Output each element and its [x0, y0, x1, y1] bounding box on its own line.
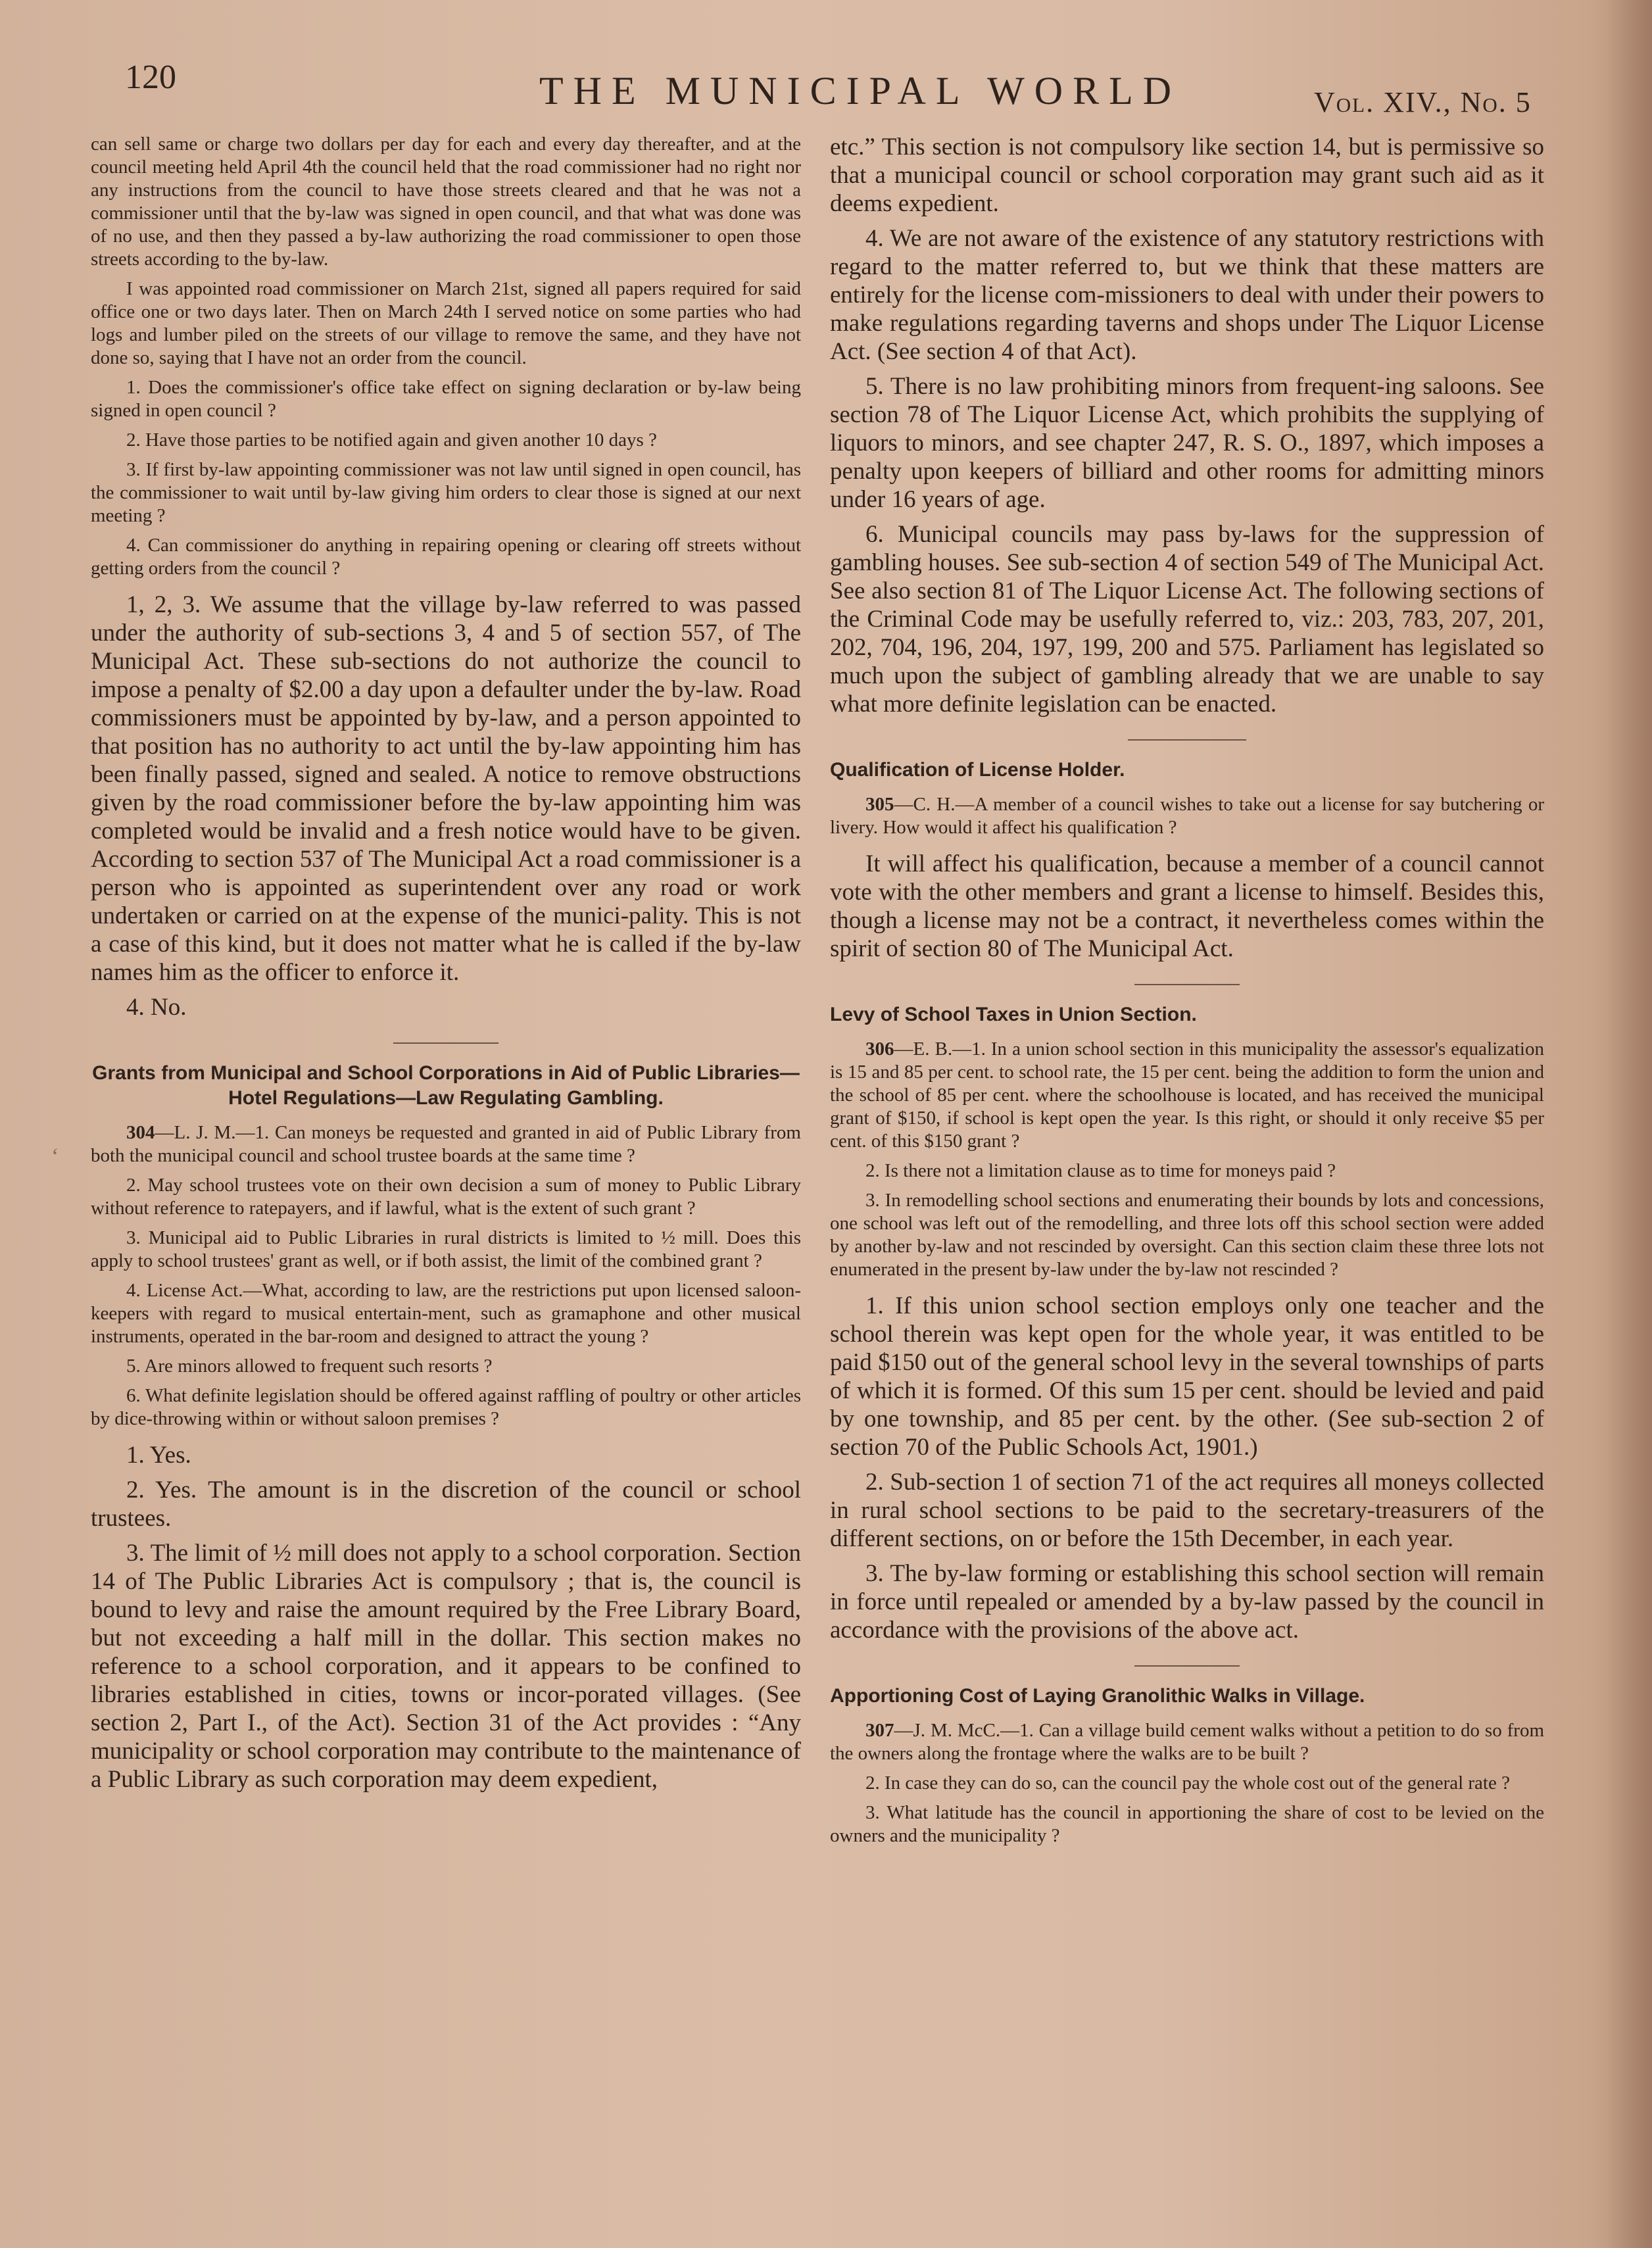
- section-heading: Levy of School Taxes in Union Section.: [830, 1004, 1197, 1025]
- right-column: [830, 133, 1544, 1847]
- question-paragraph: 2. Have those parties to be notified again and given another 10 days ?: [126, 429, 657, 451]
- query-paragraph: 3. Municipal aid to Public Libraries in rural districts is limited to ½ mill. Does this apply to school trustees' grant as well, or if both assist, the limit of the combined grant ?: [91, 1227, 801, 1271]
- answer-paragraph: It will affect his qualification, because a member of a council cannot vote with the other members and grant a license to himself. Besides this, though a license may not be a contract, it nevertheless comes within the spirit of section 80 of The Municipal Act.: [830, 850, 1544, 962]
- query-paragraph: [830, 793, 1544, 839]
- answer-paragraph: 4. No.: [126, 994, 187, 1021]
- query-number: 305: [865, 794, 894, 815]
- section-divider: [1134, 1665, 1240, 1667]
- running-header: [0, 0, 1652, 132]
- reply-paragraph: 2. Yes. The amount is in the discretion of the council or school trustees.: [91, 1477, 801, 1532]
- query-text: —E. B.—1. In a union school section in this municipality the assessor's equalization is 15 and 85 per cent. to school rate, the 15 per cent. being the addition to form the union and the school of 85 per cent. where the schoolhouse is located, and has received the municipal grant of $150, if school is kept open the year. Is this right, or should it only receive $5 per cent. of this $150 grant ?: [830, 1038, 1544, 1152]
- query-paragraph: [91, 1121, 801, 1167]
- question-paragraph: 1. Does the commissioner's office take effect on signing declaration or by-law being signed in open council ?: [91, 377, 801, 421]
- answer-paragraph: 1. If this union school section employs only one teacher and the school therein was kept open for the whole year, it was entitled to be paid $150 out of the general school levy in the several townships of parts of which it is formed. Of this sum 15 per cent. should be levied and paid by one township, and 85 per cent. by the other. (See sub-section 2 of section 70 of the Public Schools Act, 1901.): [830, 1292, 1544, 1461]
- section-divider: [1134, 984, 1240, 985]
- query-paragraph: 2. In case they can do so, can the council pay the whole cost out of the general rate ?: [865, 1772, 1510, 1794]
- margin-mark: ‘: [51, 1144, 59, 1169]
- query-paragraph: 6. What definite legislation should be offered against raffling of poultry or other articles by dice-throwing within or without saloon premises ?: [91, 1385, 801, 1429]
- query-paragraph: 2. Is there not a limitation clause as to time for moneys paid ?: [865, 1160, 1336, 1181]
- query-paragraph: 4. License Act.—What, according to law, are the restrictions put upon licensed saloon-keepers with regard to musical entertain-ment, such as gramaphone and other musical instruments, operated in the bar-room and designed to attract the young ?: [91, 1280, 801, 1347]
- answer-paragraph: 3. The by-law forming or establishing this school section will remain in force until repealed or amended by a by-law passed by the council in accordance with the provisions of the above act.: [830, 1560, 1544, 1644]
- query-number: 306: [865, 1038, 894, 1060]
- query-number: 307: [865, 1720, 894, 1741]
- answer-paragraph: 2. Sub-section 1 of section 71 of the act requires all moneys collected in rural school sections to be paid to the secretary-treasurers of the different sections, on or before the 15th December, in each year.: [830, 1469, 1544, 1552]
- section-heading: Grants from Municipal and School Corporations in Aid of Public Libraries—Hotel Regulations—Law Regulating Gambling.: [92, 1062, 800, 1109]
- reply-paragraph: 1. Yes.: [126, 1442, 191, 1469]
- query-number: 304: [126, 1122, 155, 1143]
- answer-paragraph: 4. We are not aware of the existence of any statutory restrictions with regard to the matter referred to, but we think that these matters are entirely for the license com-missioners to deal with under their powers to make regulations regarding taverns and shops under The Liquor License Act. (See section 4 of that Act).: [830, 225, 1544, 365]
- reply-paragraph: 3. The limit of ½ mill does not apply to a school corporation. Section 14 of The Public Libraries Act is compulsory ; that is, the council is bound to levy and raise the amount required by the Free Library Board, but not exceeding a half mill in the dollar. This section makes no reference to a school corporation, and it appears to be confined to libraries established in cities, towns or incor-porated villages. (See section 2, Part I., of the Act). Section 31 of the Act provides : “Any municipality or school corporation may contribute to the maintenance of a Public Library as such corporation may deem expedient,: [91, 1540, 801, 1793]
- answer-paragraph: 1, 2, 3. We assume that the village by-law referred to was passed under the authority of sub-sections 3, 4 and 5 of section 557, of The Municipal Act. These sub-sections do not authorize the council to impose a penalty of $2.00 a day upon a defaulter under the by-law. Road commissioners must be appointed by by-law, and a person appointed to that position has no authority to act until the by-law appointing him has been finally passed, signed and sealed. A notice to remove obstructions given by the road commissioner before the by-law appointing him was completed would be invalid and a fresh notice would have to be given. According to section 537 of The Municipal Act a road commissioner is a person who is appointed as superintendent over any road or work undertaken or carried on at the expense of the munici-pality. This is not a case of this kind, but it does not matter what he is called if the by-law names him as the officer to enforce it.: [91, 591, 801, 986]
- section-heading: Apportioning Cost of Laying Granolithic Walks in Village.: [830, 1685, 1365, 1707]
- left-column: [91, 133, 801, 1794]
- query-text: —C. H.—A member of a council wishes to take out a license for say butchering or livery. How would it affect his qualification ?: [830, 794, 1544, 838]
- query-text: —J. M. McC.—1. Can a village build cement walks without a petition to do so from the owners along the frontage where the walks are to be built ?: [830, 1720, 1544, 1764]
- question-paragraph: 4. Can commissioner do anything in repairing opening or clearing off streets without getting orders from the council ?: [91, 535, 801, 579]
- letter-paragraph: can sell same or charge two dollars per day for each and every day thereafter, and at the council meeting held April 4th the council held that the road commissioner had no right nor any instructions from the council to have those streets cleared and that he was not a commissioner until that the by-law was signed in open council, and that what was done was of no use, and then they passed a by-law authorizing the road commissioner to open those streets according to the by-law.: [91, 134, 801, 270]
- page-edge-shadow: [1606, 0, 1652, 2248]
- page-number: 120: [125, 59, 176, 96]
- query-text: —L. J. M.—1. Can moneys be requested and granted in aid of Public Library from both the municipal council and school trustee boards at the same time ?: [91, 1122, 801, 1166]
- question-paragraph: 3. If first by-law appointing commissioner was not law until signed in open council, has the commissioner to wait until by-law giving him orders to clear those is signed at our next meeting ?: [91, 459, 801, 526]
- query-paragraph: [830, 1719, 1544, 1765]
- query-paragraph: 5. Are minors allowed to frequent such resorts ?: [126, 1356, 493, 1377]
- letter-paragraph: I was appointed road commissioner on March 21st, signed all papers required for said office one or two days later. Then on March 24th I served notice on some parties who had logs and lumber piled on the streets of our village to remove the same, and they have not done so, saying that I have not an order from the council.: [91, 278, 801, 368]
- query-paragraph: 3. What latitude has the council in apportioning the share of cost to be levied on the owners and the municipality ?: [830, 1802, 1544, 1846]
- section-heading: Qualification of License Holder.: [830, 759, 1125, 781]
- section-divider: [393, 1042, 498, 1044]
- answer-paragraph: etc.” This section is not compulsory like section 14, but is permissive so that a municipal council or school corporation may grant such aid as it deems expedient.: [830, 134, 1544, 217]
- issue-number: Vol. XIV., No. 5: [1314, 86, 1532, 118]
- answer-paragraph: 6. Municipal councils may pass by-laws for the suppression of gambling houses. See sub-section 4 of section 549 of The Municipal Act. See also section 81 of The Liquor License Act. The following sections of the Criminal Code may be usefully referred to, viz.: 203, 783, 207, 201, 202, 704, 196, 204, 197, 199, 200 and 575. Parliament has legislated so much upon the subject of gambling already that we are unable to say what more definite legislation can be enacted.: [830, 521, 1544, 718]
- query-paragraph: [830, 1038, 1544, 1153]
- running-title: THE MUNICIPAL WORLD: [539, 69, 1182, 112]
- query-paragraph: 2. May school trustees vote on their own decision a sum of money to Public Library without reference to ratepayers, and if lawful, what is the extent of such grant ?: [91, 1175, 801, 1219]
- query-paragraph: 3. In remodelling school sections and enumerating their bounds by lots and concessions, one school was left out of the remodelling, and three lots off this school section were added by another by-law and not rescinded by oversight. Can this section claim these three lots not enumerated in the present by-law under the by-law not rescinded ?: [830, 1190, 1544, 1280]
- answer-paragraph: 5. There is no law prohibiting minors from frequent-ing saloons. See section 78 of The Liquor License Act, which prohibits the supplying of liquors to minors, and see chapter 247, R. S. O., 1897, which imposes a penalty upon keepers of billiard and other rooms for admitting minors under 16 years of age.: [830, 373, 1544, 513]
- section-divider: [1128, 739, 1246, 741]
